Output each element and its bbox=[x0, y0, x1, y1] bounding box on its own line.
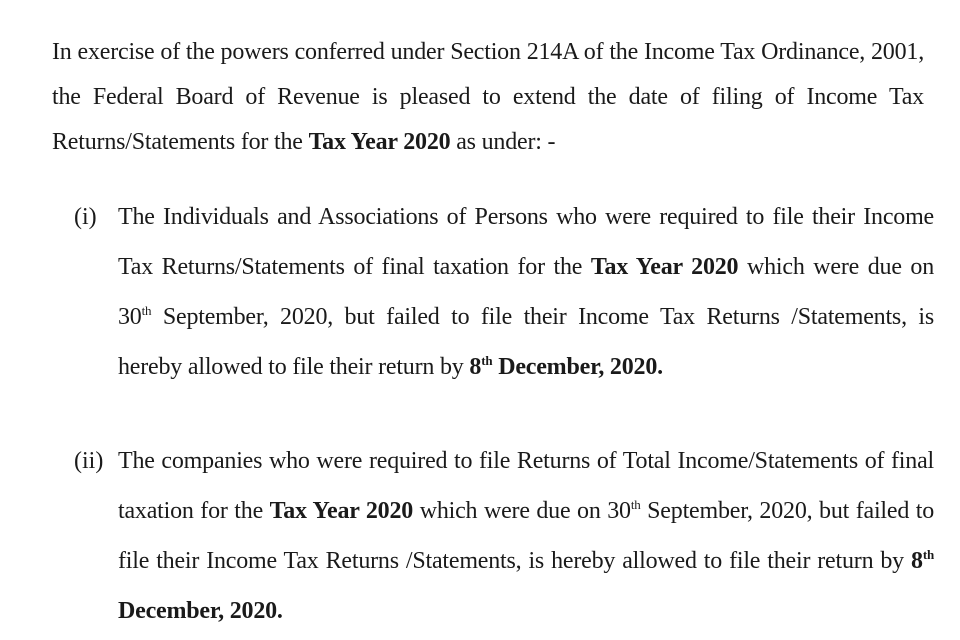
clause-text-part: which were due on 30 bbox=[118, 254, 934, 330]
clause-text-part: which were due on 30 bbox=[413, 498, 631, 524]
clause-text-part: The companies who were required to file Returns of Total Income/Statements of final taxation for the bbox=[118, 448, 934, 524]
clause-text-part: September, 2020, but failed to file their Income Tax Returns /Statements, is hereby allowed to file their return by bbox=[118, 304, 934, 380]
clause-companies bbox=[74, 436, 934, 636]
intro-tax-year: Tax Year 2020 bbox=[308, 129, 451, 155]
ordinal-suffix: th bbox=[922, 547, 934, 562]
clause-text-part: The Individuals and Associations of Persons who were required to file their Income Tax Returns/Statements of final taxation for the bbox=[118, 204, 934, 280]
clause-text bbox=[118, 436, 934, 636]
clause-individuals bbox=[74, 192, 934, 392]
deadline-day: 8 bbox=[469, 354, 482, 380]
clause-tax-year: Tax Year 2020 bbox=[269, 498, 414, 524]
clause-tax-year: Tax Year 2020 bbox=[590, 254, 739, 280]
deadline-month-year: December, 2020. bbox=[492, 354, 663, 380]
clause-deadline bbox=[469, 354, 663, 380]
intro-text-end: as under: - bbox=[450, 129, 556, 155]
clause-number: (ii) bbox=[74, 448, 104, 474]
intro-paragraph bbox=[52, 30, 924, 165]
deadline-day: 8 bbox=[911, 548, 923, 574]
ordinal-suffix: th bbox=[630, 497, 641, 512]
ordinal-suffix: th bbox=[481, 353, 493, 368]
intro-text: In exercise of the powers conferred under Section 214A of the Income Tax Ordinance, 2001, the Federal Board of Revenue is pleased to extend the date of filing of Income Tax Returns/Statements for the bbox=[52, 39, 924, 155]
ordinal-suffix: th bbox=[141, 303, 152, 318]
clause-text-part: September, 2020, but failed to file their Income Tax Returns /Statements, is hereby allowed to file their return by bbox=[118, 498, 935, 574]
clause-text bbox=[118, 192, 934, 392]
clause-number: (i) bbox=[74, 204, 97, 230]
deadline-month-year: December, 2020. bbox=[118, 598, 283, 624]
